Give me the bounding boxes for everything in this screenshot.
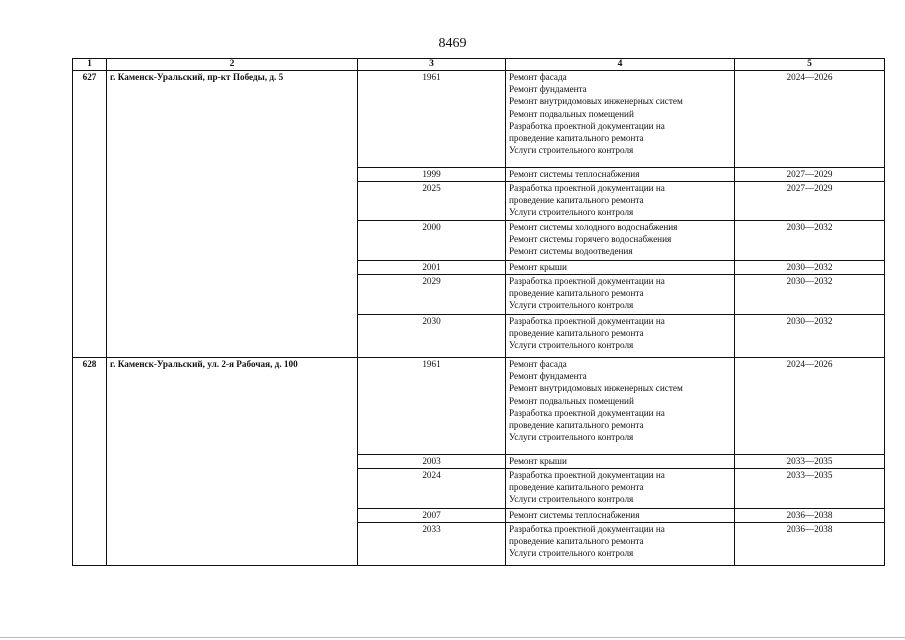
work-item: Разработка проектной документации на bbox=[509, 183, 665, 193]
works-cell bbox=[506, 168, 735, 182]
work-item: Услуги строительного контроля bbox=[509, 494, 634, 505]
work-item: Ремонт подвальных помещений bbox=[509, 395, 634, 406]
year-cell: 1999 bbox=[358, 168, 506, 182]
work-item: Услуги строительного контроля bbox=[509, 145, 634, 156]
work-item: проведение капитального ремонта bbox=[509, 328, 644, 339]
period-cell: 2036—2038 bbox=[735, 509, 885, 523]
year-cell: 2007 bbox=[358, 509, 506, 523]
year-cell: 2000 bbox=[358, 221, 506, 261]
work-item: Ремонт внутридомовых инженерных систем bbox=[509, 383, 683, 394]
entry-address: г. Каменск-Уральский, ул. 2-я Рабочая, д. 100 bbox=[107, 358, 358, 566]
work-item: проведение капитального ремонта bbox=[509, 288, 644, 299]
work-item: Услуги строительного контроля bbox=[509, 300, 634, 311]
entry-number: 628 bbox=[73, 358, 107, 566]
year-cell: 2024 bbox=[358, 469, 506, 509]
period-cell: 2024—2026 bbox=[735, 71, 885, 168]
period-cell: 2030—2032 bbox=[735, 221, 885, 261]
works-cell bbox=[506, 261, 735, 275]
works-cell bbox=[506, 275, 735, 315]
year-cell: 2029 bbox=[358, 275, 506, 315]
work-item: проведение капитального ремонта bbox=[509, 195, 644, 206]
work-item: Разработка проектной документации на bbox=[509, 407, 665, 418]
work-item: Ремонт системы холодного водоснабжения bbox=[509, 222, 678, 232]
works-cell bbox=[506, 523, 735, 566]
work-item: проведение капитального ремонта bbox=[509, 420, 644, 431]
work-item: проведение капитального ремонта bbox=[509, 536, 644, 547]
year-cell: 1961 bbox=[358, 71, 506, 168]
work-item: Разработка проектной документации на bbox=[509, 470, 665, 480]
year-cell: 2033 bbox=[358, 523, 506, 566]
period-cell: 2030—2032 bbox=[735, 261, 885, 275]
work-item: Ремонт фасада bbox=[509, 72, 567, 82]
works-cell bbox=[506, 455, 735, 469]
page-number: 8469 bbox=[438, 36, 467, 51]
entry-address: г. Каменск-Уральский, пр-кт Победы, д. 5 bbox=[107, 71, 358, 358]
year-cell: 2003 bbox=[358, 455, 506, 469]
work-item: Ремонт системы водоотведения bbox=[509, 246, 633, 257]
period-cell: 2027—2029 bbox=[735, 182, 885, 221]
works-cell bbox=[506, 469, 735, 509]
page-bottom-edge bbox=[0, 637, 905, 638]
work-item: Разработка проектной документации на bbox=[509, 120, 665, 131]
work-item: Разработка проектной документации на bbox=[509, 276, 665, 286]
works-cell bbox=[506, 358, 735, 455]
header-col-3: 3 bbox=[358, 59, 506, 71]
period-cell: 2033—2035 bbox=[735, 469, 885, 509]
works-cell bbox=[506, 315, 735, 358]
work-item: Ремонт системы горячего водоснабжения bbox=[509, 234, 672, 245]
header-col-1: 1 bbox=[73, 59, 107, 71]
period-cell: 2036—2038 bbox=[735, 523, 885, 566]
work-item: Разработка проектной документации на bbox=[509, 316, 665, 326]
work-item: Разработка проектной документации на bbox=[509, 524, 665, 534]
repair-schedule-table bbox=[72, 58, 885, 566]
year-cell: 2001 bbox=[358, 261, 506, 275]
work-item: Ремонт системы теплоснабжения bbox=[509, 510, 640, 520]
year-cell: 1961 bbox=[358, 358, 506, 455]
work-item: Ремонт подвальных помещений bbox=[509, 108, 634, 119]
period-cell: 2027—2029 bbox=[735, 168, 885, 182]
header-col-4: 4 bbox=[506, 59, 735, 71]
year-cell: 2025 bbox=[358, 182, 506, 221]
work-item: проведение капитального ремонта bbox=[509, 482, 644, 493]
work-item: Ремонт системы теплоснабжения bbox=[509, 169, 640, 179]
work-item: проведение капитального ремонта bbox=[509, 133, 644, 144]
table-body bbox=[73, 71, 885, 566]
header-row bbox=[73, 59, 885, 71]
period-cell: 2024—2026 bbox=[735, 358, 885, 455]
year-cell: 2030 bbox=[358, 315, 506, 358]
table-row bbox=[73, 71, 885, 168]
header-col-5: 5 bbox=[735, 59, 885, 71]
work-item: Ремонт крыши bbox=[509, 456, 567, 466]
header-col-2: 2 bbox=[107, 59, 358, 71]
work-item: Услуги строительного контроля bbox=[509, 340, 634, 351]
works-cell bbox=[506, 71, 735, 168]
work-item: Ремонт крыши bbox=[509, 262, 567, 272]
period-cell: 2033—2035 bbox=[735, 455, 885, 469]
work-item: Ремонт внутридомовых инженерных систем bbox=[509, 96, 683, 107]
table-row bbox=[73, 358, 885, 455]
work-item: Ремонт фундамента bbox=[509, 84, 587, 95]
work-item: Ремонт фасада bbox=[509, 359, 567, 369]
works-cell bbox=[506, 221, 735, 261]
works-cell bbox=[506, 182, 735, 221]
period-cell: 2030—2032 bbox=[735, 275, 885, 315]
work-item: Услуги строительного контроля bbox=[509, 548, 634, 559]
work-item: Ремонт фундамента bbox=[509, 371, 587, 382]
work-item: Услуги строительного контроля bbox=[509, 207, 634, 218]
works-cell bbox=[506, 509, 735, 523]
period-cell: 2030—2032 bbox=[735, 315, 885, 358]
work-item: Услуги строительного контроля bbox=[509, 432, 634, 443]
entry-number: 627 bbox=[73, 71, 107, 358]
